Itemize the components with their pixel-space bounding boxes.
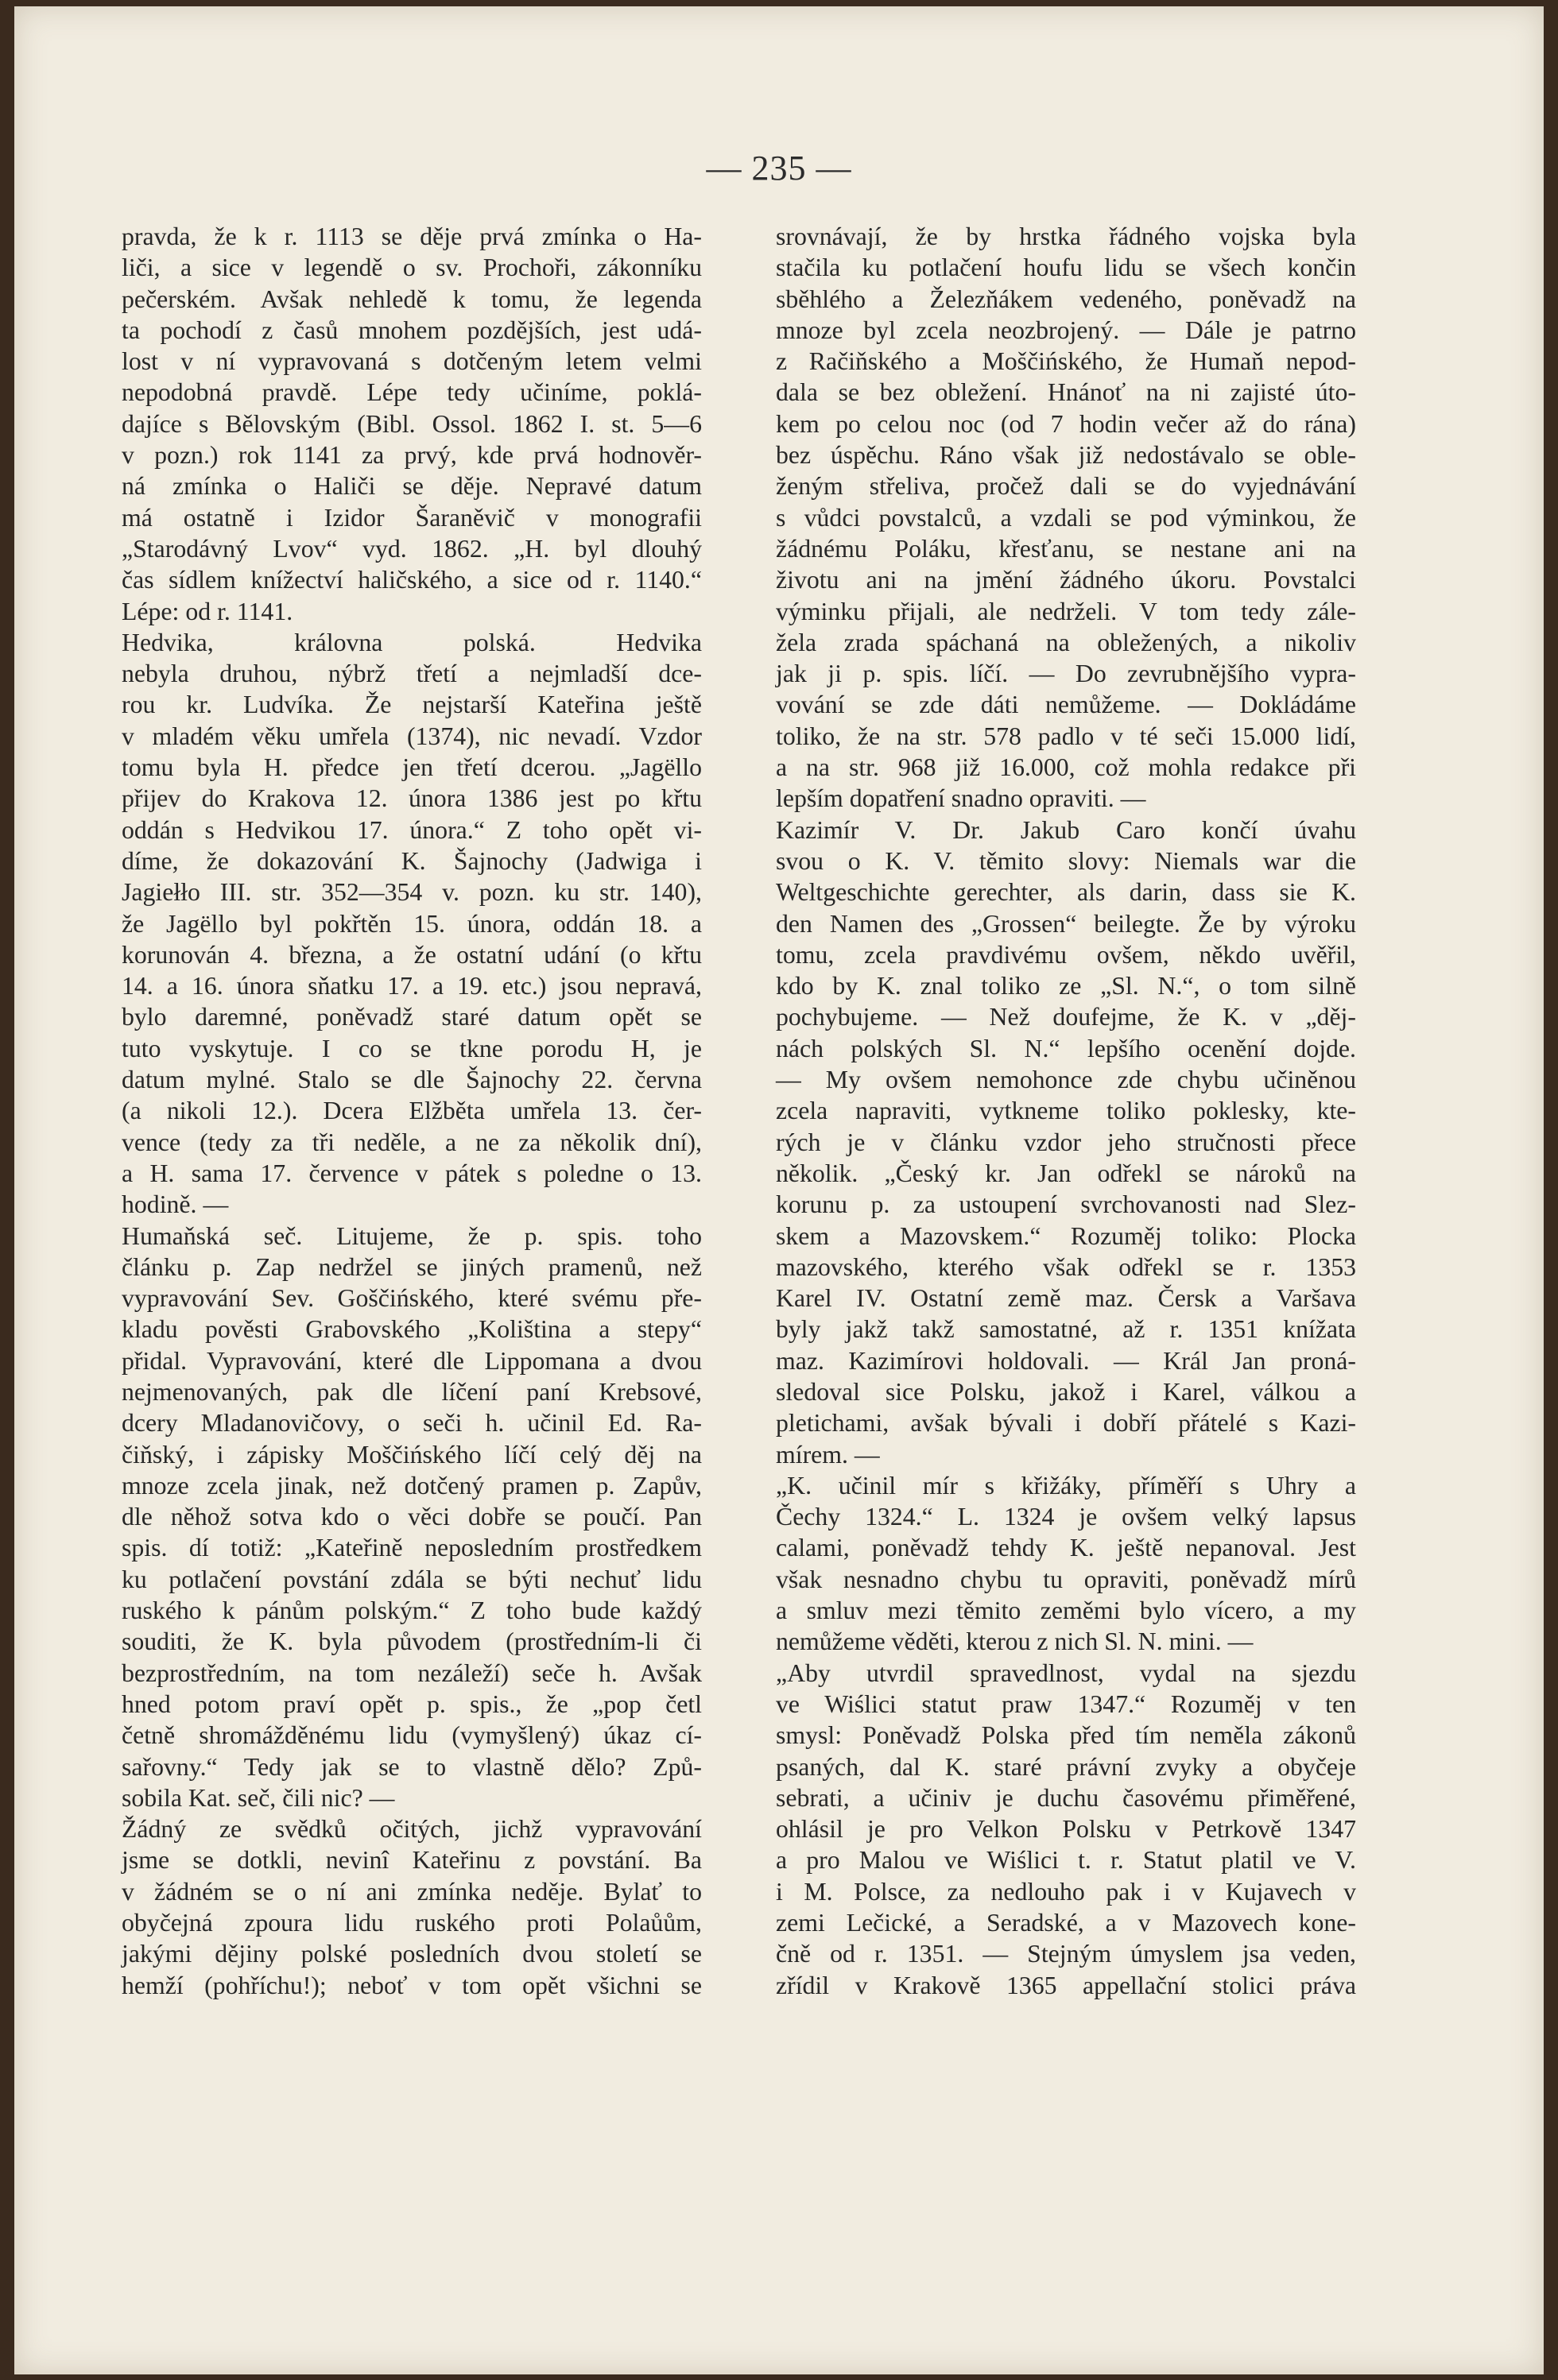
text-line: (a nikoli 12.). Dcera Elžběta umřela 13. čer-	[122, 1097, 702, 1125]
text-line: dcery Mladanovičovy, o seči h. učinil Ed. Ra-	[122, 1409, 702, 1438]
text-line: přijev do Krakova 12. února 1386 jest po křtu	[122, 784, 702, 813]
right-column	[776, 221, 1356, 2001]
text-line: pečerském. Avšak nehledě k tomu, že legenda	[122, 284, 702, 313]
text-line: datum mylné. Stalo se dle Šajnochy 22. června	[122, 1066, 702, 1094]
text-line: mnoze zcela jinak, než dotčený pramen p. Zapův,	[122, 1471, 702, 1500]
text-line: zemi Lečické, a Seradské, a v Mazovech kone-	[776, 1909, 1356, 1937]
text-line: skem a Mazovskem.“ Rozuměj toliko: Plocka	[776, 1221, 1356, 1250]
text-line: nejmenovaných, pak dle líčení paní Krebsové,	[122, 1377, 702, 1406]
text-line: obyčejná zpoura lidu ruského proti Polaůům,	[122, 1909, 702, 1937]
text-line: přidal. Vypravování, které dle Lippomana a dvou	[122, 1346, 702, 1375]
text-line: Hedvika, královna polská. Hedvika	[122, 628, 702, 656]
text-line: nebyla druhou, nýbrž třetí a nejmladší dce-	[122, 660, 702, 688]
text-line: a pro Malou ve Wiślici t. r. Statut platil ve V.	[776, 1846, 1356, 1875]
text-line: oddán s Hedvikou 17. února.“ Z toho opět vi-	[122, 815, 702, 844]
text-line: nemůžeme věděti, kterou z nich Sl. N. mini. —	[776, 1627, 1254, 1656]
text-line: spis. dí totiž: „Kateřině neposledním prostředkem	[122, 1534, 702, 1562]
text-line: tomu byla H. předce jen třetí dcerou. „Jagëllo	[122, 753, 702, 782]
text-line: nepodobná pravdě. Lépe tedy učiníme, poklá-	[122, 378, 702, 407]
text-line: pochybujeme. — Než doufejme, že K. v „děj-	[776, 1003, 1356, 1031]
text-line: rou kr. Ludvíka. Že nejstarší Kateřina ještě	[122, 691, 702, 719]
text-line: ve Wiślici statut praw 1347.“ Rozuměj v ten	[776, 1689, 1356, 1718]
text-line: a na str. 968 již 16.000, což mohla redakce při	[776, 753, 1356, 782]
text-line: hodině. —	[122, 1190, 229, 1219]
text-line: kem po celou noc (od 7 hodin večer až do rána)	[776, 409, 1356, 438]
text-line: liči, a sice v legendě o sv. Prochoři, zákonníku	[122, 253, 702, 282]
text-line: lost v ní vypravovaná s dotčeným letem velmi	[122, 347, 702, 376]
text-line: a H. sama 17. července v pátek s poledne o 13.	[122, 1159, 702, 1187]
text-line: stačila ku potlačení houfu lidu se všech končin	[776, 253, 1356, 282]
text-line: několik. „Český kr. Jan odřekl se nároků na	[776, 1159, 1356, 1187]
text-line: korunu p. za ustoupení svrchovanosti nad Slez-	[776, 1190, 1356, 1219]
text-line: nách polských Sl. N.“ lepšího ocenění dojde.	[776, 1034, 1356, 1062]
text-line: vování se zde dáti nemůžeme. — Dokládáme	[776, 691, 1356, 719]
text-line: sobila Kat. seč, čili nic? —	[122, 1783, 395, 1812]
text-line: kladu pověsti Grabovského „Koliština a stepy“	[122, 1315, 702, 1344]
text-line: mírem. —	[776, 1440, 880, 1469]
text-line: „K. učinil mír s křižáky, příměří s Uhry a	[776, 1471, 1356, 1500]
text-line: toliko, že na str. 578 padlo v té seči 15.000 lidí,	[776, 722, 1356, 750]
text-line: jakými dějiny polské posledních dvou století se	[122, 1940, 702, 1968]
text-line: Čechy 1324.“ L. 1324 je ovšem velký lapsus	[776, 1503, 1356, 1531]
text-line: sledoval sice Polsku, jakož i Karel, válkou a	[776, 1377, 1356, 1406]
text-line: čas sídlem knížectví haličského, a sice od r. 1140.“	[122, 566, 702, 594]
text-line: v žádném se o ní ani zmínka neděje. Bylať to	[122, 1877, 702, 1906]
text-line: „Starodávný Lvov“ vyd. 1862. „H. byl dlouhý	[122, 534, 702, 563]
text-line: výminku přijali, ale nedrželi. V tom tedy zále-	[776, 597, 1356, 625]
text-line: s vůdci povstalců, a vzdali se pod výminkou, že	[776, 503, 1356, 532]
text-line: sařovny.“ Tedy jak se to vlastně dělo? Způ-	[122, 1752, 702, 1781]
text-line: hned potom praví opět p. spis., že „pop četl	[122, 1689, 702, 1718]
text-line: Žádný ze svědků očitých, jichž vypravování	[122, 1815, 702, 1844]
text-line: zřídil v Krakově 1365 appellační stolici práva	[776, 1971, 1356, 1999]
text-line: bylo daremné, poněvadž staré datum opět se	[122, 1003, 702, 1031]
text-line: bez úspěchu. Ráno však již nedostávalo se oble-	[776, 441, 1356, 470]
text-line: čiňský, i zápisky Moščińského líčí celý děj na	[122, 1440, 702, 1469]
text-line: jak ji p. spis. líčí. — Do zevrubnějšího vypra-	[776, 660, 1356, 688]
text-line: pletichami, avšak bývali i dobří přátelé s Kazi-	[776, 1409, 1356, 1438]
text-line: hemží (pohříchu!); neboť v tom opět všichni se	[122, 1971, 702, 1999]
text-line: — My ovšem nemohonce zde chybu učiněnou	[776, 1066, 1356, 1094]
text-line: v pozn.) rok 1141 za prvý, kde prvá hodnověr-	[122, 441, 702, 470]
text-line: lepším dopatření snadno opraviti. —	[776, 784, 1146, 813]
book-page	[14, 6, 1544, 2374]
text-line: rých je v článku vzdor jeho stručnosti přece	[776, 1128, 1356, 1156]
text-line: ná zmínka o Haliči se děje. Nepravé datum	[122, 472, 702, 501]
text-line: Humaňská seč. Litujeme, že p. spis. toho	[122, 1221, 702, 1250]
text-line: z Račiňského a Moščińského, že Humaň nepod-	[776, 347, 1356, 376]
text-line: díme, že dokazování K. Šajnochy (Jadwiga i	[122, 846, 702, 875]
text-line: calami, poněvadž tehdy K. ještě nepanoval. Jest	[776, 1534, 1356, 1562]
text-line: srovnávají, že by hrstka řádného vojska byla	[776, 223, 1356, 250]
text-line: svou o K. V. těmito slovy: Niemals war die	[776, 846, 1356, 875]
text-line: že Jagëllo byl pokřtěn 15. února, oddán 18. a	[122, 909, 702, 938]
text-line: Weltgeschichte gerechter, als darin, dass sie K.	[776, 878, 1356, 907]
text-line: kdo by K. znal toliko ze „Sl. N.“, o tom silně	[776, 972, 1356, 1000]
text-line: byly jakž takž samostatné, až r. 1351 knížata	[776, 1315, 1356, 1344]
text-line: tomu, zcela pravdivému ovšem, někdo uvěřil,	[776, 940, 1356, 969]
text-line: smysl: Poněvadž Polska před tím neměla zákonů	[776, 1721, 1356, 1750]
text-line: i M. Polsce, za nedlouho pak i v Kujavech v	[776, 1877, 1356, 1906]
text-line: souditi, že K. byla původem (prostředním-li či	[122, 1627, 702, 1656]
text-line: pravda, že k r. 1113 se děje prvá zmínka o Ha-	[122, 223, 702, 250]
text-line: četně shromážděnému lidu (vymyšlený) úkaz cí-	[122, 1721, 702, 1750]
text-line: však nesnadno chybu tu opraviti, poněvadž mírů	[776, 1565, 1356, 1593]
text-line: mazovského, kterého však odřekl se r. 1353	[776, 1252, 1356, 1281]
text-line: žádnému Poláku, křesťanu, se nestane ani na	[776, 534, 1356, 563]
text-line: 14. a 16. února sňatku 17. a 19. etc.) jsou nepravá,	[122, 972, 702, 1000]
text-line: korunován 4. března, a že ostatní udání (o křtu	[122, 940, 702, 969]
text-line: dajíce s Bělovským (Bibl. Ossol. 1862 I. st. 5—6	[122, 409, 702, 438]
text-line: Kazimír V. Dr. Jakub Caro končí úvahu	[776, 815, 1356, 844]
left-column	[122, 221, 702, 2001]
text-line: zcela napraviti, vytkneme toliko poklesky, kte-	[776, 1097, 1356, 1125]
text-line: vence (tedy za tři neděle, a ne za několik dní),	[122, 1128, 702, 1156]
text-line: den Namen des „Grossen“ beilegte. Že by výroku	[776, 909, 1356, 938]
text-line: ženým střeliva, pročež dali se do vyjednávání	[776, 472, 1356, 501]
text-line: vypravování Sev. Goščińského, které svému pře-	[122, 1284, 702, 1313]
text-line: životu ani na jmění žádného úkoru. Povstalci	[776, 566, 1356, 594]
text-line: Karel IV. Ostatní země maz. Čersk a Varšava	[776, 1284, 1356, 1313]
text-line: sběhlého a Železňákem vedeného, poněvadž na	[776, 284, 1356, 313]
text-line: sebrati, a učiniv je duchu časovému přiměřené,	[776, 1783, 1356, 1812]
text-line: žela zrada spáchaná na obležených, a nikoliv	[776, 628, 1356, 656]
text-line: a smluv mezi těmito zeměmi bylo vícero, a my	[776, 1596, 1356, 1625]
text-line: dala se bez obležení. Hnánoť na ni zajisté úto-	[776, 378, 1356, 407]
text-line: psaných, dal K. staré právní zvyky a obyčeje	[776, 1752, 1356, 1781]
text-line: dle něhož sotva kdo o věci dobře se poučí. Pan	[122, 1503, 702, 1531]
text-line: čně od r. 1351. — Stejným úmyslem jsa veden,	[776, 1940, 1356, 1968]
text-line: „Aby utvrdil spravedlnost, vydal na sjezdu	[776, 1658, 1356, 1687]
text-line: mnoze byl zcela neozbrojený. — Dále je patrno	[776, 315, 1356, 344]
text-line: jsme se dotkli, nevinî Kateřinu z povstání. Ba	[122, 1846, 702, 1875]
text-line: bezprostředním, na tom nezáleží) seče h. Avšak	[122, 1658, 702, 1687]
text-line: Lépe: od r. 1141.	[122, 597, 293, 625]
text-line: ku potlačení povstání zdála se býti nechuť lidu	[122, 1565, 702, 1593]
text-line: maz. Kazimírovi holdovali. — Král Jan proná-	[776, 1346, 1356, 1375]
text-line: ohlásil je pro Velkon Polsku v Petrkově 1347	[776, 1815, 1356, 1844]
text-line: tuto vyskytuje. I co se tkne porodu H, je	[122, 1034, 702, 1062]
text-line: ta pochodí z časů mnohem pozdějších, jest udá-	[122, 315, 702, 344]
text-line: v mladém věku umřela (1374), nic nevadí. Vzdor	[122, 722, 702, 750]
text-line: ruského k pánům polským.“ Z toho bude každý	[122, 1596, 702, 1625]
text-line: má ostatně i Izidor Šaraněvič v monografii	[122, 503, 702, 532]
text-line: Jagiełło III. str. 352—354 v. pozn. ku str. 140),	[122, 878, 702, 907]
page-number: — 235 —	[706, 149, 852, 188]
text-line: článku p. Zap nedržel se jiných pramenů, než	[122, 1252, 702, 1281]
